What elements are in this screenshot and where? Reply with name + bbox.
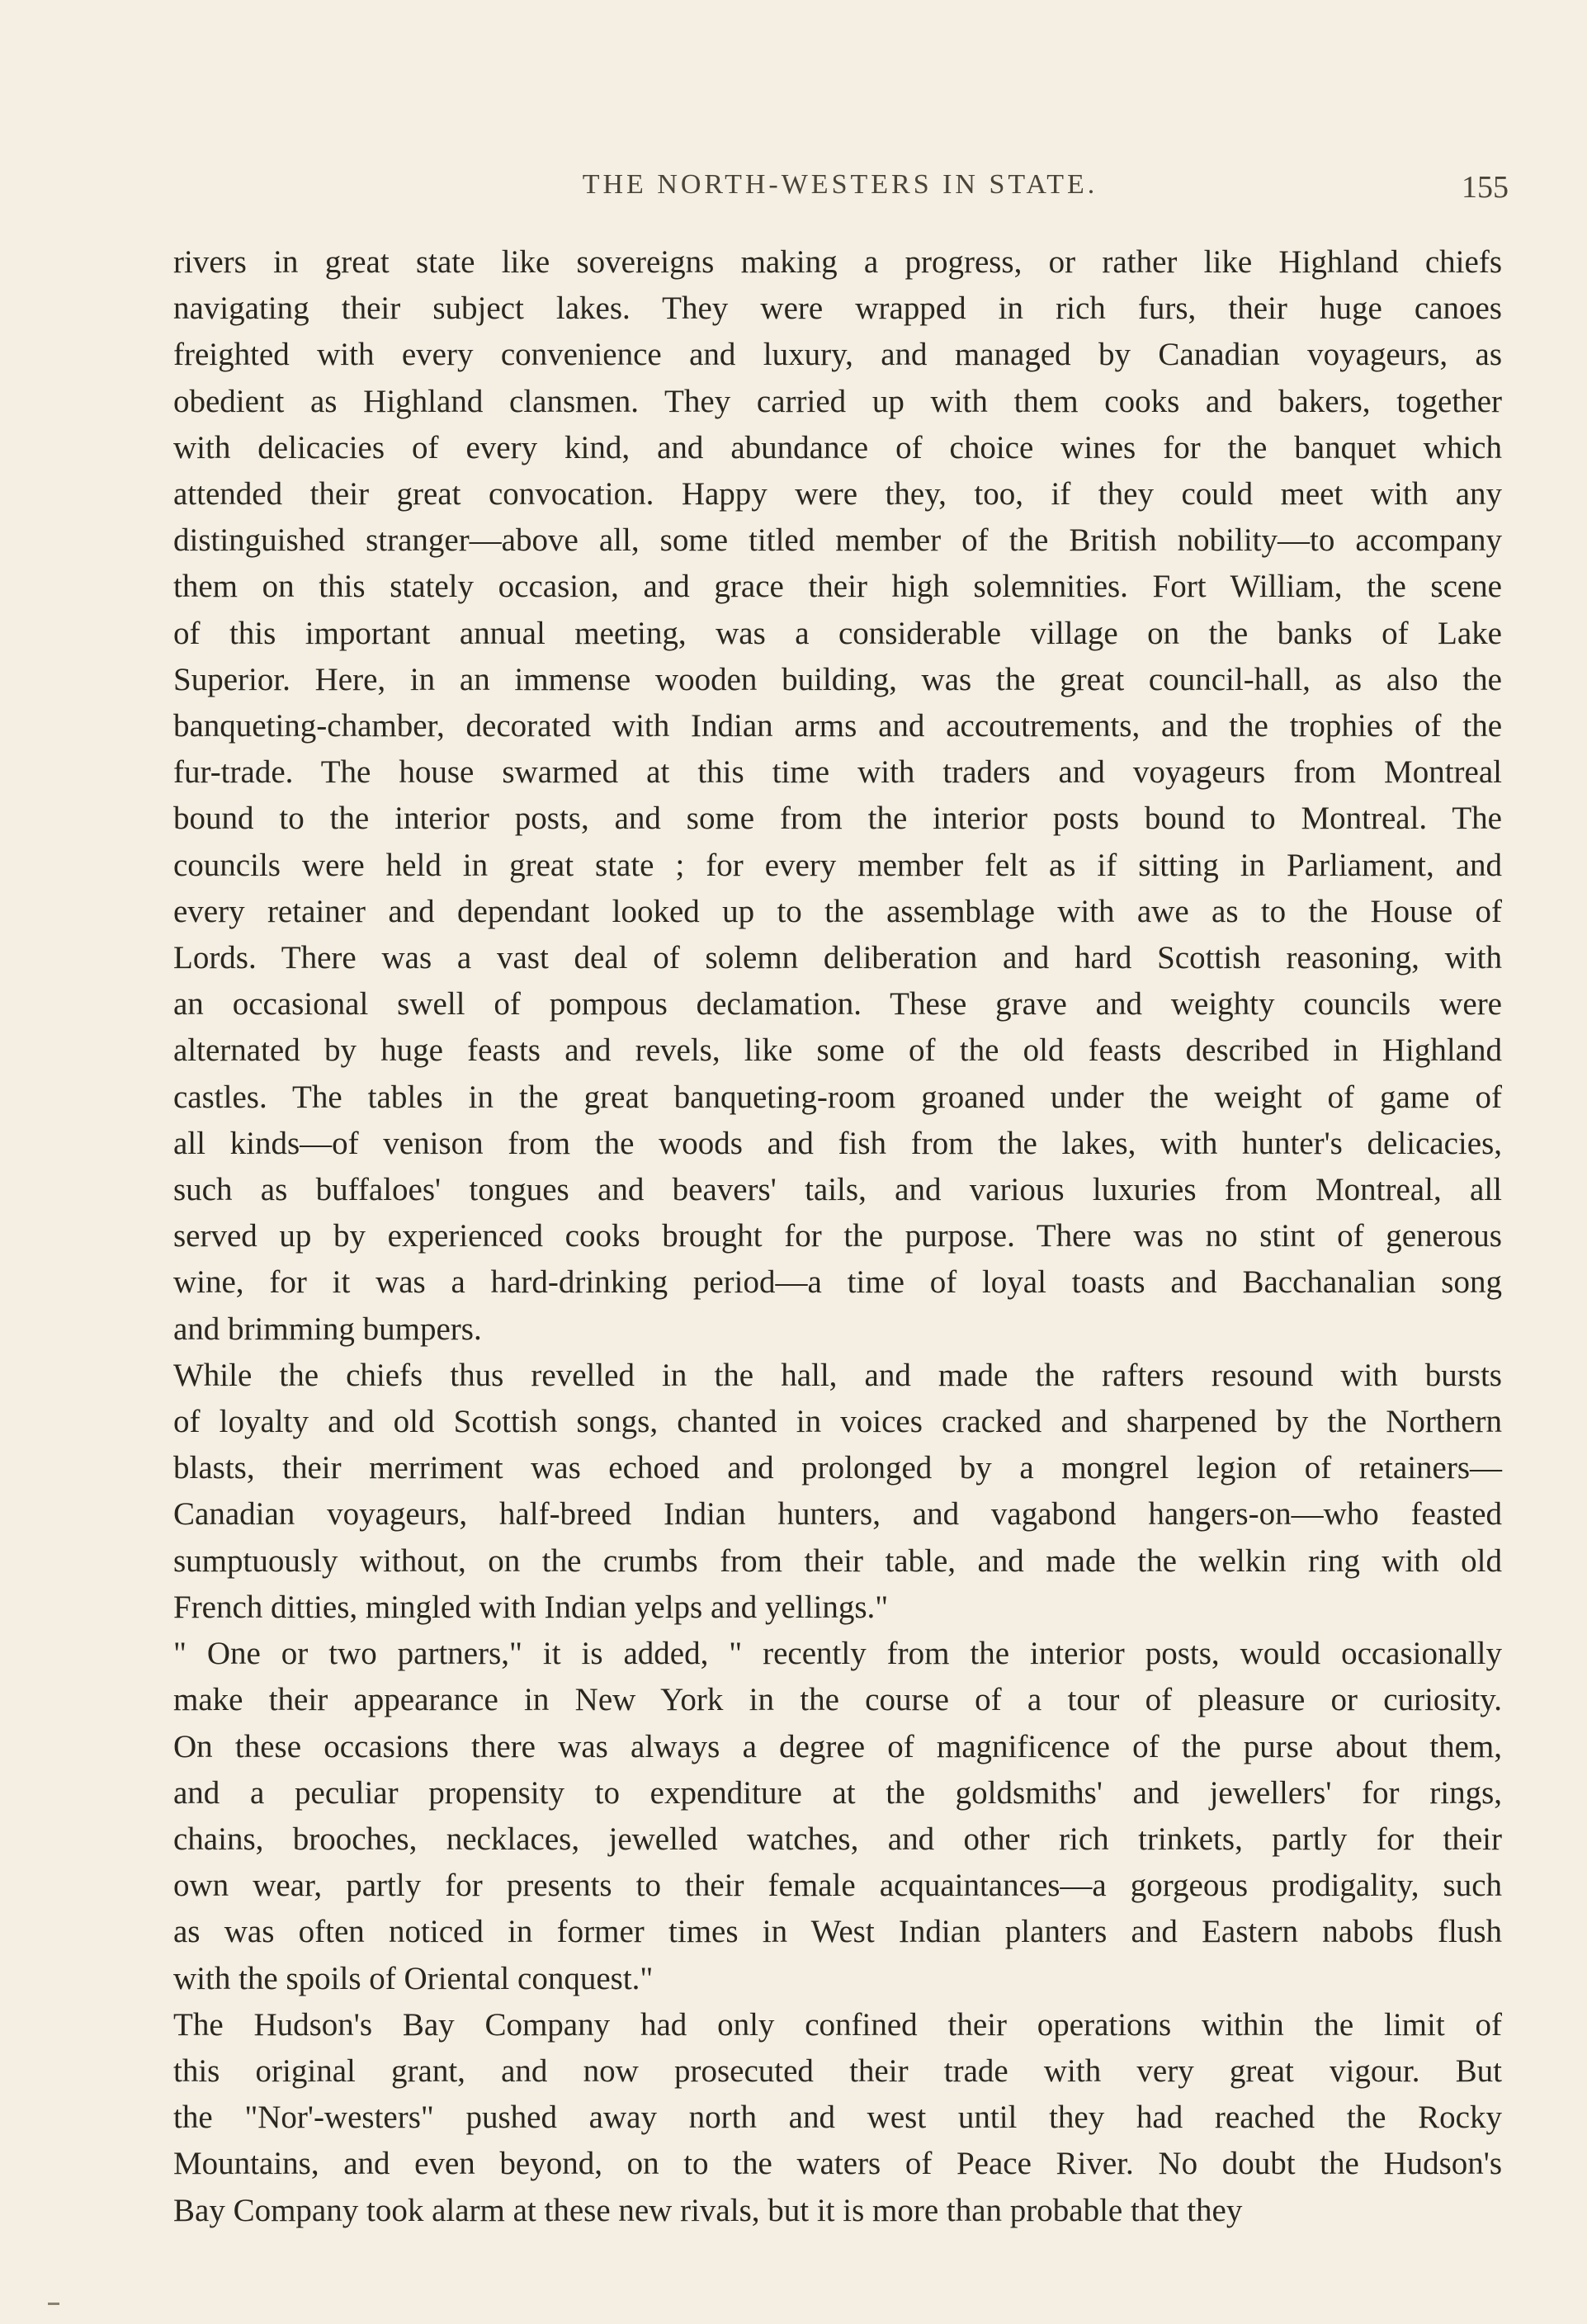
text-line: councils were held in great state ; for every member felt as if sitting in Parliament, and: [173, 847, 1502, 883]
text-line: On these occasions there was always a degree of magnificence of the purse about them,: [173, 1728, 1502, 1764]
text-line: such as buffaloes' tongues and beavers' tails, and various luxuries from Montreal, all: [173, 1172, 1502, 1208]
text-line: every retainer and dependant looked up to the assemblage with awe as to the House of: [173, 893, 1502, 929]
text-line: rivers in great state like sovereigns making a progress, or rather like Highland chiefs: [173, 244, 1502, 280]
text-line: an occasional swell of pompous declamation. These grave and weighty councils were: [173, 986, 1502, 1023]
text-line: and a peculiar propensity to expenditure at the goldsmiths' and jewellers' for rings,: [173, 1774, 1502, 1811]
text-line: alternated by huge feasts and revels, like some of the old feasts described in Highland: [173, 1032, 1502, 1069]
text-line: with the spoils of Oriental conquest.": [173, 1960, 654, 1996]
text-line: Bay Company took alarm at these new rivals, but it is more than probable that they: [173, 2192, 1243, 2228]
paragraph: [173, 1353, 1502, 1631]
text-line: make their appearance in New York in the course of a tour of pleasure or curiosity.: [173, 1682, 1502, 1718]
running-title: THE NORTH-WESTERS IN STATE.: [582, 169, 1098, 200]
page-number: 155: [1462, 170, 1509, 205]
running-head: [172, 169, 1509, 210]
margin-mark: [48, 2303, 59, 2305]
text-line: navigating their subject lakes. They were wrapped in rich furs, their huge canoes: [173, 290, 1502, 327]
text-line: with delicacies of every kind, and abundance of choice wines for the banquet which: [173, 429, 1502, 465]
text-line: distinguished stranger—above all, some titled member of the British nobility—to accompany: [173, 522, 1502, 559]
text-line: castles. The tables in the great banqueting-room groaned under the weight of game of: [173, 1079, 1502, 1115]
text-line: this original grant, and now prosecuted their trade with very great vigour. But: [173, 2052, 1502, 2089]
text-line: obedient as Highland clansmen. They carried up with them cooks and bakers, together: [173, 383, 1502, 419]
text-line: and brimming bumpers.: [173, 1311, 482, 1347]
text-line: blasts, their merriment was echoed and prolonged by a mongrel legion of retainers—: [173, 1450, 1502, 1486]
text-line: own wear, partly for presents to their female acquaintances—a gorgeous prodigality, such: [173, 1868, 1502, 1904]
text-line: " One or two partners," it is added, " recently from the interior posts, would occasionally: [173, 1636, 1502, 1672]
text-line: wine, for it was a hard-drinking period—a time of loyal toasts and Bacchanalian song: [173, 1264, 1502, 1301]
text-line: freighted with every convenience and luxury, and managed by Canadian voyageurs, as: [173, 337, 1502, 373]
text-line: of loyalty and old Scottish songs, chanted in voices cracked and sharpened by the Northern: [173, 1404, 1502, 1440]
text-line: the "Nor'-westers" pushed away north and west until they had reached the Rocky: [173, 2100, 1502, 2136]
text-line: French ditties, mingled with Indian yelps and yellings.": [173, 1589, 889, 1625]
text-line: chains, brooches, necklaces, jewelled watches, and other rich trinkets, partly for their: [173, 1821, 1502, 1857]
text-line: Superior. Here, in an immense wooden building, was the great council-hall, as also the: [173, 661, 1502, 697]
paragraphs: [173, 239, 1502, 2234]
paragraph: [173, 2002, 1502, 2234]
text-line: fur-trade. The house swarmed at this time with traders and voyageurs from Montreal: [173, 754, 1502, 791]
text-line: Canadian voyageurs, half-breed Indian hunters, and vagabond hangers-on—who feasted: [173, 1496, 1502, 1533]
text-line: as was often noticed in former times in West Indian planters and Eastern nabobs flush: [173, 1914, 1502, 1950]
text-line: banqueting-chamber, decorated with Indian arms and accoutrements, and the trophies of the: [173, 708, 1502, 744]
text-line: The Hudson's Bay Company had only confined their operations within the limit of: [173, 2006, 1502, 2043]
paragraph: [173, 1631, 1502, 2002]
text-line: them on this stately occasion, and grace their high solemnities. Fort William, the scene: [173, 569, 1502, 605]
text-line: served up by experienced cooks brought for the purpose. There was no stint of generous: [173, 1218, 1502, 1254]
text-line: While the chiefs thus revelled in the hall, and made the rafters resound with bursts: [173, 1357, 1502, 1393]
text-line: all kinds—of venison from the woods and fish from the lakes, with hunter's delicacies,: [173, 1125, 1502, 1161]
text-line: Mountains, and even beyond, on to the waters of Peace River. No doubt the Hudson's: [173, 2146, 1502, 2182]
body-text: [173, 239, 1502, 2234]
text-line: bound to the interior posts, and some from the interior posts bound to Montreal. The: [173, 801, 1502, 837]
text-line: Lords. There was a vast deal of solemn deliberation and hard Scottish reasoning, with: [173, 940, 1502, 976]
paragraph: [173, 239, 1502, 1353]
text-line: sumptuously without, on the crumbs from their table, and made the welkin ring with old: [173, 1542, 1502, 1579]
text-line: of this important annual meeting, was a considerable village on the banks of Lake: [173, 615, 1502, 651]
text-line: attended their great convocation. Happy were they, too, if they could meet with any: [173, 476, 1502, 513]
